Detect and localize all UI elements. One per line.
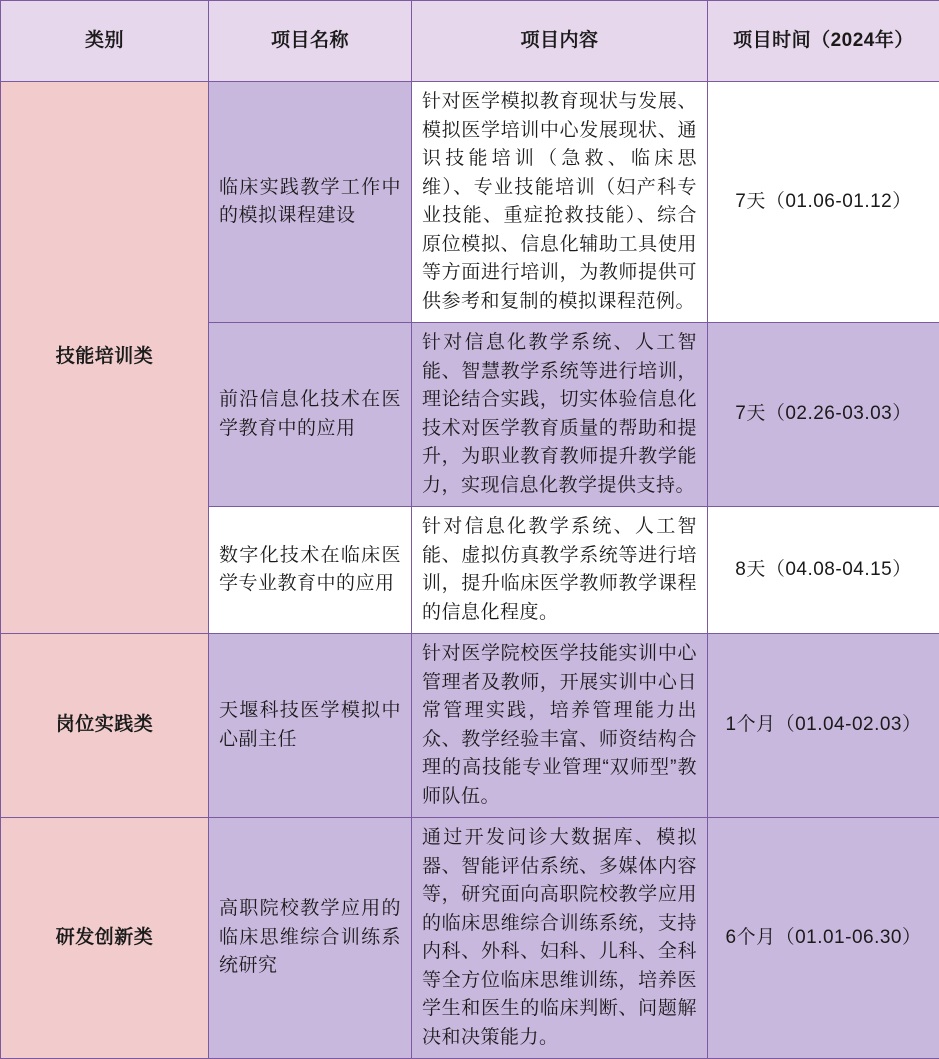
- cell-category: 岗位实践类: [1, 634, 209, 818]
- cell-project-name: 前沿信息化技术在医学教育中的应用: [209, 323, 412, 507]
- cell-project-name: 数字化技术在临床医学专业教育中的应用: [209, 507, 412, 634]
- cell-project-time: 6个月（01.01-06.30）: [708, 818, 939, 1059]
- cell-project-content: 针对医学模拟教育现状与发展、模拟医学培训中心发展现状、通识技能培训（急救、临床思维）、专业技能培训（妇产科专业技能、重症抢救技能）、综合原位模拟、信息化辅助工具使用等方面进行培训，为教师提供可供参考和复制的模拟课程范例。: [412, 82, 708, 323]
- cell-project-content: 通过开发问诊大数据库、模拟器、智能评估系统、多媒体内容等，研究面向高职院校教学应用的临床思维综合训练系统，支持内科、外科、妇科、儿科、全科等全方位临床思维训练，培养医学生和医生的临床判断、问题解决和决策能力。: [412, 818, 708, 1059]
- table-body: [1, 82, 939, 1059]
- cell-project-content: 针对信息化教学系统、人工智能、虚拟仿真教学系统等进行培训，提升临床医学教师教学课程的信息化程度。: [412, 507, 708, 634]
- cell-project-time: 8天（04.08-04.15）: [708, 507, 939, 634]
- cell-project-name: 临床实践教学工作中的模拟课程建设: [209, 82, 412, 323]
- table-header: [1, 1, 939, 82]
- column-header-project-content: 项目内容: [412, 1, 708, 82]
- cell-project-time: 7天（01.06-01.12）: [708, 82, 939, 323]
- cell-project-name: 天堰科技医学模拟中心副主任: [209, 634, 412, 818]
- table-row: [1, 818, 939, 1059]
- cell-category: 技能培训类: [1, 82, 209, 634]
- table-header-row: [1, 1, 939, 82]
- column-header-project-name: 项目名称: [209, 1, 412, 82]
- cell-project-content: 针对医学院校医学技能实训中心管理者及教师，开展实训中心日常管理实践，培养管理能力出众、教学经验丰富、师资结构合理的高技能专业管理“双师型”教师队伍。: [412, 634, 708, 818]
- cell-project-time: 1个月（01.04-02.03）: [708, 634, 939, 818]
- cell-project-time: 7天（02.26-03.03）: [708, 323, 939, 507]
- cell-project-content: 针对信息化教学系统、人工智能、智慧教学系统等进行培训，理论结合实践，切实体验信息化技术对医学教育质量的帮助和提升，为职业教育教师提升教学能力，实现信息化教学提供支持。: [412, 323, 708, 507]
- column-header-category: 类别: [1, 1, 209, 82]
- cell-project-name: 高职院校教学应用的临床思维综合训练系统研究: [209, 818, 412, 1059]
- table-row: [1, 82, 939, 323]
- column-header-project-time: 项目时间（2024年）: [708, 1, 939, 82]
- table-row: [1, 634, 939, 818]
- cell-category: 研发创新类: [1, 818, 209, 1059]
